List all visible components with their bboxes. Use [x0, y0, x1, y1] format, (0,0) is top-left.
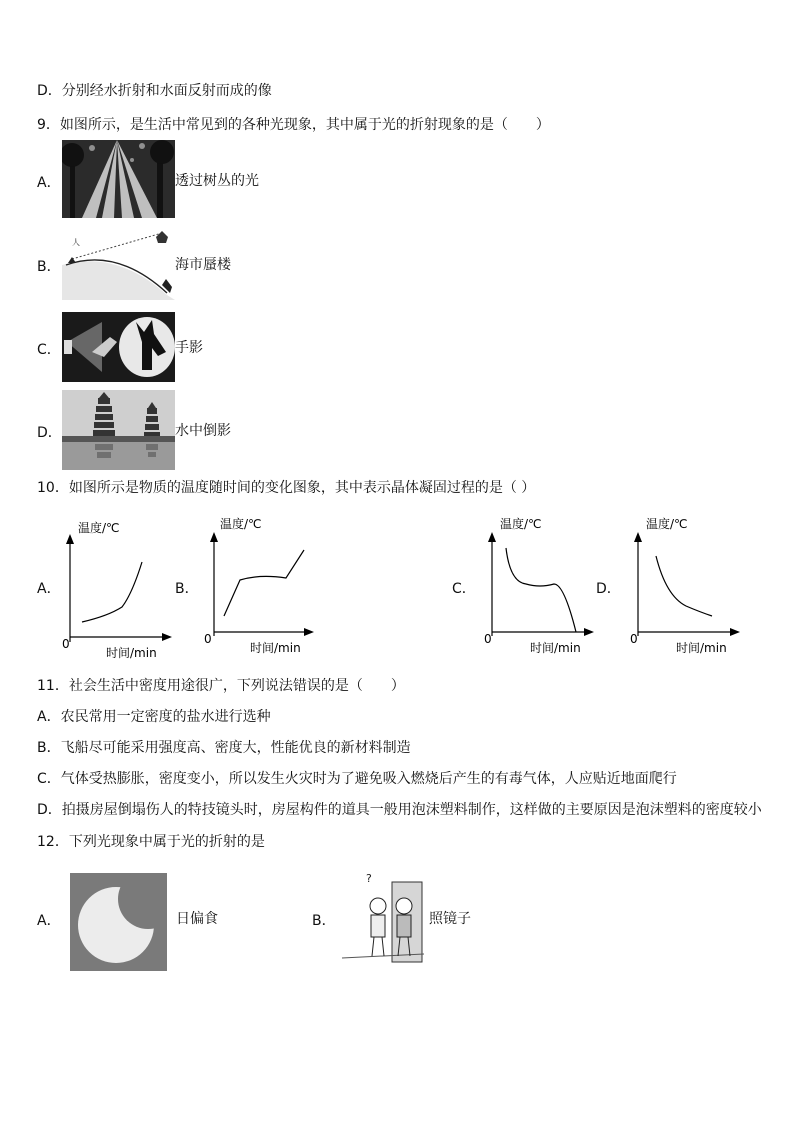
q9-option-b-caption: 海市蜃楼 — [175, 257, 231, 273]
q9-image-sunlight-through-trees — [62, 140, 175, 218]
q12-stem: 12．下列光现象中属于光的折射的是 — [37, 834, 265, 850]
q10-graph-d-xlabel: 时间/min — [676, 641, 727, 655]
q11-option-b: B．飞船尽可能采用强度高、密度大，性能优良的新材料制造 — [37, 740, 411, 756]
q11-stem: 11．社会生活中密度用途很广，下列说法错误的是（ ） — [37, 678, 405, 694]
q12-image-partial-solar-eclipse — [70, 873, 167, 971]
q11-option-a: A．农民常用一定密度的盐水进行选种 — [37, 709, 271, 725]
q10-graph-c-ylabel: 温度/℃ — [500, 517, 542, 531]
q10-graph-c-curve — [506, 548, 576, 632]
q10-graph-b — [200, 512, 320, 662]
q10-graph-d-curve — [656, 556, 712, 616]
q10-graph-a-origin: 0 — [62, 637, 70, 651]
q12-option-b-letter: B． — [312, 913, 336, 929]
q12-option-a-caption: 日偏食 — [176, 911, 218, 927]
q10-graph-a-ylabel: 温度/℃ — [78, 521, 120, 535]
q9-option-d-caption: 水中倒影 — [175, 423, 231, 439]
q8-option-d: D．分别经水折射和水面反射而成的像 — [37, 83, 272, 99]
q10-graph-a-xlabel: 时间/min — [106, 646, 157, 660]
q10-graph-d-origin: 0 — [630, 632, 638, 646]
q10-graph-b-curve — [224, 550, 304, 616]
q9-option-d-letter: D． — [37, 425, 62, 441]
q10-option-a-letter: A． — [37, 581, 61, 597]
q10-graph-c-origin: 0 — [484, 632, 492, 646]
q9-option-a-letter: A． — [37, 175, 61, 191]
q10-graph-c — [480, 512, 600, 662]
q12-option-b-caption: 照镜子 — [429, 911, 471, 927]
q10-graph-a-curve — [82, 562, 142, 622]
q10-option-c-letter: C． — [452, 581, 476, 597]
q10-graph-b-origin: 0 — [204, 632, 212, 646]
svg-text:?: ? — [366, 872, 372, 885]
q11-option-d: D．拍摄房屋倒塌伤人的特技镜头时，房屋构件的道具一般用泡沫塑料制作，这样做的主要原因是泡沫塑料的密度较小 — [37, 802, 762, 818]
q9-option-b-letter: B． — [37, 259, 61, 275]
q9-image-pagoda-reflection — [62, 390, 175, 470]
q9-image-hand-shadow — [62, 312, 175, 382]
q12-option-a-letter: A． — [37, 913, 61, 929]
q10-stem: 10．如图所示是物质的温度随时间的变化图象，其中表示晶体凝固过程的是（ ） — [37, 480, 536, 496]
q10-graph-c-xlabel: 时间/min — [530, 641, 581, 655]
q9-image-mirage — [62, 225, 175, 300]
q9-option-c-letter: C． — [37, 342, 61, 358]
svg-text:人: 人 — [72, 238, 80, 247]
q10-graph-b-xlabel: 时间/min — [250, 641, 301, 655]
q10-graph-d-ylabel: 温度/℃ — [646, 517, 688, 531]
q9-stem: 9．如图所示，是生活中常见到的各种光现象，其中属于光的折射现象的是（ ） — [37, 117, 550, 133]
q10-graph-d — [626, 512, 746, 662]
q10-graph-b-ylabel: 温度/℃ — [220, 517, 262, 531]
q10-option-d-letter: D． — [596, 581, 621, 597]
q12-image-looking-in-mirror — [340, 870, 426, 965]
q11-option-c: C．气体受热膨胀，密度变小，所以发生火灾时为了避免吸入燃烧后产生的有毒气体，人应贴近地面爬行 — [37, 771, 677, 787]
q9-option-a-caption: 透过树丛的光 — [175, 173, 259, 189]
q10-graph-a — [58, 512, 178, 662]
q9-option-c-caption: 手影 — [175, 340, 203, 356]
q10-option-b-letter: B． — [175, 581, 199, 597]
